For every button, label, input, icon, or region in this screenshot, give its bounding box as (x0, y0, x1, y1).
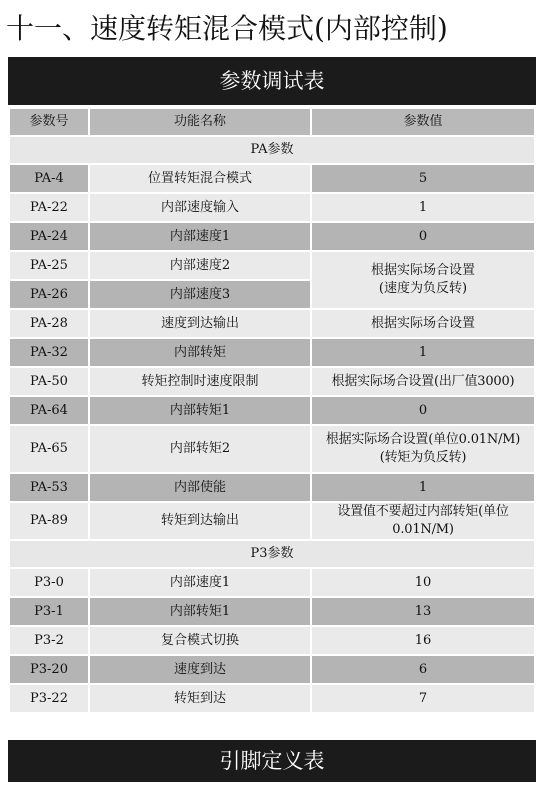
param-name: 内部转矩1 (90, 397, 310, 424)
table-row (10, 426, 534, 472)
param-value: 6 (312, 656, 534, 683)
param-value: 0 (312, 397, 534, 424)
param-value-merged (312, 252, 534, 308)
section-label-p3: P3参数 (10, 541, 534, 567)
table-row (10, 223, 534, 250)
param-value: 1 (312, 474, 534, 501)
param-value: 1 (312, 194, 534, 221)
param-value: 13 (312, 598, 534, 625)
param-value-line: (转矩为负反转) (379, 450, 467, 465)
table-row (10, 656, 534, 683)
param-name: 内部速度3 (90, 281, 310, 308)
param-name: 内部使能 (90, 474, 310, 501)
param-id: PA-28 (10, 310, 88, 337)
param-id: P3-0 (10, 569, 88, 596)
param-name: 转矩到达 (90, 685, 310, 712)
param-value: 5 (312, 165, 534, 192)
page-heading: 十一、速度转矩混合模式(内部控制) (6, 12, 448, 45)
param-id: PA-50 (10, 368, 88, 395)
table-row (10, 569, 534, 596)
table-row (10, 165, 534, 192)
param-value: 10 (312, 569, 534, 596)
param-name: 内部速度2 (90, 252, 310, 279)
param-id: PA-25 (10, 252, 88, 279)
param-id: P3-1 (10, 598, 88, 625)
param-value: 7 (312, 685, 534, 712)
table-row (10, 503, 534, 539)
param-name: 位置转矩混合模式 (90, 165, 310, 192)
section-label-pa: PA参数 (10, 137, 534, 163)
param-value-multiline (312, 426, 534, 472)
table-row (10, 627, 534, 654)
param-name: 内部速度输入 (90, 194, 310, 221)
param-name: 内部速度1 (90, 223, 310, 250)
param-name: 内部转矩2 (90, 426, 310, 472)
table-row (10, 474, 534, 501)
param-name: 内部速度1 (90, 569, 310, 596)
table-row (10, 339, 534, 366)
param-id: PA-24 (10, 223, 88, 250)
param-value: 0 (312, 223, 534, 250)
param-id: PA-53 (10, 474, 88, 501)
param-value: 1 (312, 339, 534, 366)
param-name: 转矩控制时速度限制 (90, 368, 310, 395)
param-value-line: 根据实际场合设置 (370, 263, 475, 278)
param-id: PA-65 (10, 426, 88, 472)
param-name: 速度到达输出 (90, 310, 310, 337)
param-id: P3-2 (10, 627, 88, 654)
param-id: PA-22 (10, 194, 88, 221)
param-name: 速度到达 (90, 656, 310, 683)
column-header-value: 参数值 (312, 109, 534, 135)
param-name: 复合模式切换 (90, 627, 310, 654)
table-row (10, 685, 534, 712)
param-id: P3-22 (10, 685, 88, 712)
table-row (10, 368, 534, 395)
param-name: 内部转矩1 (90, 598, 310, 625)
table-row (10, 598, 534, 625)
param-value: 16 (312, 627, 534, 654)
column-header-id: 参数号 (10, 109, 88, 135)
param-value-line: 根据实际场合设置(单位0.01N/M) (325, 432, 521, 447)
param-value-line: (速度为负反转) (378, 281, 468, 296)
table-row (10, 194, 534, 221)
section-row-p3 (10, 541, 534, 567)
param-value: 根据实际场合设置 (312, 310, 534, 337)
pin-definition-title: 引脚定义表 (8, 740, 536, 782)
param-value: 根据实际场合设置(出厂值3000) (312, 368, 534, 395)
column-header-name: 功能名称 (90, 109, 310, 135)
table-header-row (10, 109, 534, 135)
param-name: 内部转矩 (90, 339, 310, 366)
table-row (10, 397, 534, 424)
param-id: PA-89 (10, 503, 88, 539)
section-row-pa (10, 137, 534, 163)
param-id: PA-64 (10, 397, 88, 424)
param-id: PA-4 (10, 165, 88, 192)
table-title: 参数调试表 (8, 57, 536, 105)
param-name: 转矩到达输出 (90, 503, 310, 539)
param-value: 设置值不要超过内部转矩(单位0.01N/M) (312, 503, 534, 539)
table-row (10, 310, 534, 337)
table-row (10, 252, 534, 279)
param-id: P3-20 (10, 656, 88, 683)
param-id: PA-26 (10, 281, 88, 308)
param-id: PA-32 (10, 339, 88, 366)
parameter-table (8, 107, 536, 714)
